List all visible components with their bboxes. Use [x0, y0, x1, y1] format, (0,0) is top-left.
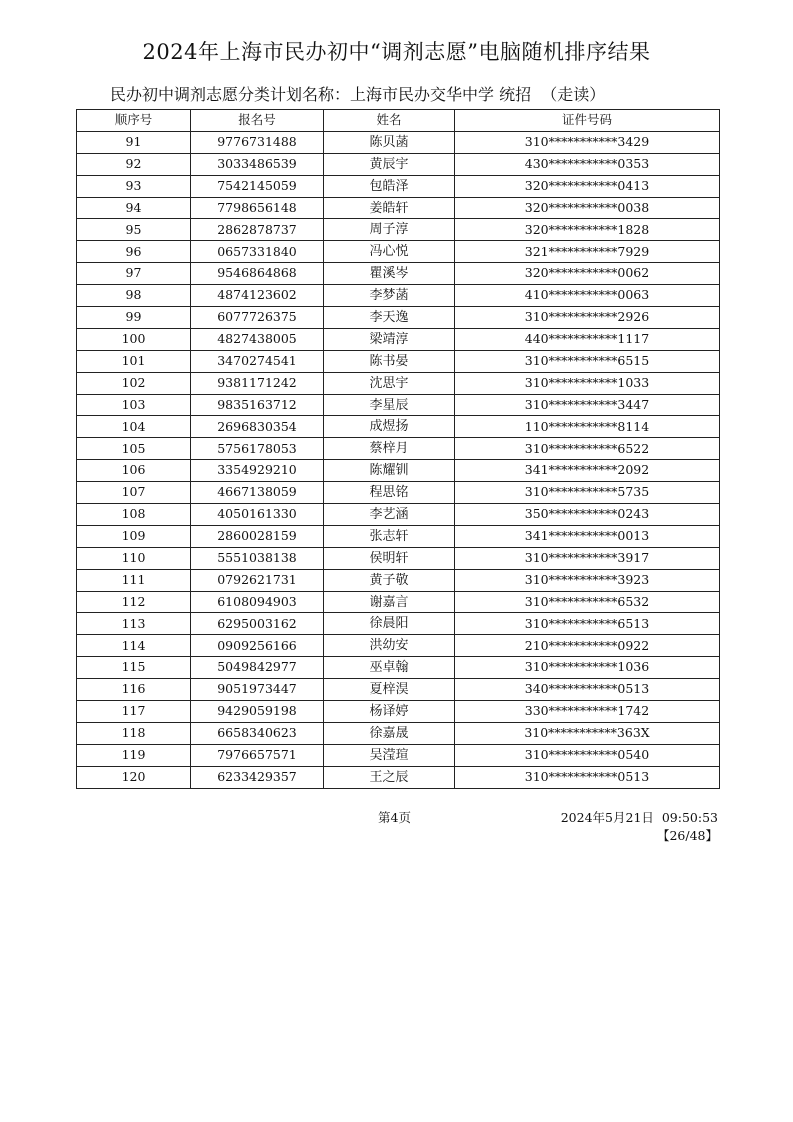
order-number-cell: 97: [77, 263, 191, 285]
header-order-number: 顺序号: [77, 110, 191, 132]
order-number-cell: 93: [77, 175, 191, 197]
table-row: [77, 328, 720, 350]
id-number-cell: 110***********8114: [455, 416, 720, 438]
table-row: [77, 504, 720, 526]
registration-number-cell: 2696830354: [191, 416, 324, 438]
order-number-cell: 107: [77, 482, 191, 504]
name-cell: 李艺涵: [324, 504, 455, 526]
registration-number-cell: 9429059198: [191, 701, 324, 723]
table-row: [77, 525, 720, 547]
name-cell: 陈耀钏: [324, 460, 455, 482]
order-number-cell: 113: [77, 613, 191, 635]
registration-number-cell: 5756178053: [191, 438, 324, 460]
registration-number-cell: 9546864868: [191, 263, 324, 285]
name-cell: 陈贝菡: [324, 131, 455, 153]
name-cell: 徐晨阳: [324, 613, 455, 635]
order-number-cell: 111: [77, 569, 191, 591]
registration-number-cell: 5551038138: [191, 547, 324, 569]
table-row: [77, 372, 720, 394]
order-number-cell: 114: [77, 635, 191, 657]
page-title: 2024年上海市民办初中“调剂志愿”电脑随机排序结果: [142, 40, 651, 64]
registration-number-cell: 6077726375: [191, 307, 324, 329]
table-row: [77, 219, 720, 241]
id-number-cell: 310***********3923: [455, 569, 720, 591]
order-number-cell: 117: [77, 701, 191, 723]
registration-number-cell: 7976657571: [191, 744, 324, 766]
registration-number-cell: 3033486539: [191, 153, 324, 175]
table-row: [77, 263, 720, 285]
name-cell: 黄辰宇: [324, 153, 455, 175]
table-row: [77, 416, 720, 438]
id-number-cell: 321***********7929: [455, 241, 720, 263]
id-number-cell: 440***********1117: [455, 328, 720, 350]
order-number-cell: 105: [77, 438, 191, 460]
registration-number-cell: 9051973447: [191, 679, 324, 701]
id-number-cell: 310***********3429: [455, 131, 720, 153]
table-row: [77, 350, 720, 372]
name-cell: 沈思宇: [324, 372, 455, 394]
name-cell: 包皓泽: [324, 175, 455, 197]
name-cell: 杨译婷: [324, 701, 455, 723]
id-number-cell: 350***********0243: [455, 504, 720, 526]
order-number-cell: 109: [77, 525, 191, 547]
id-number-cell: 310***********5735: [455, 482, 720, 504]
registration-number-cell: 4874123602: [191, 285, 324, 307]
table-row: [77, 197, 720, 219]
id-number-cell: 310***********0540: [455, 744, 720, 766]
table-row: [77, 285, 720, 307]
table-header-row: [77, 110, 720, 132]
table-row: [77, 569, 720, 591]
id-number-cell: 310***********6522: [455, 438, 720, 460]
order-number-cell: 91: [77, 131, 191, 153]
name-cell: 梁靖淳: [324, 328, 455, 350]
table-row: [77, 131, 720, 153]
header-name: 姓名: [324, 110, 455, 132]
name-cell: 程思铭: [324, 482, 455, 504]
id-number-cell: 341***********2092: [455, 460, 720, 482]
name-cell: 张志轩: [324, 525, 455, 547]
id-number-cell: 310***********3917: [455, 547, 720, 569]
generated-datetime: 2024年5月21日 09:50:53: [560, 810, 718, 825]
order-number-cell: 120: [77, 766, 191, 788]
order-number-cell: 103: [77, 394, 191, 416]
order-number-cell: 100: [77, 328, 191, 350]
registration-number-cell: 6658340623: [191, 722, 324, 744]
id-number-cell: 310***********6532: [455, 591, 720, 613]
order-number-cell: 102: [77, 372, 191, 394]
page-count: 【26/48】: [656, 828, 718, 843]
name-cell: 徐嘉晟: [324, 722, 455, 744]
registration-number-cell: 0657331840: [191, 241, 324, 263]
name-cell: 周子淳: [324, 219, 455, 241]
name-cell: 黄子敬: [324, 569, 455, 591]
id-number-cell: 310***********6515: [455, 350, 720, 372]
table-row: [77, 722, 720, 744]
registration-number-cell: 7542145059: [191, 175, 324, 197]
name-cell: 夏梓淏: [324, 679, 455, 701]
table-row: [77, 744, 720, 766]
registration-number-cell: 6108094903: [191, 591, 324, 613]
plan-name-subtitle: 民办初中调剂志愿分类计划名称：上海市民办交华中学 统招 （走读）: [110, 85, 606, 104]
name-cell: 成煜扬: [324, 416, 455, 438]
id-number-cell: 310***********1036: [455, 657, 720, 679]
id-number-cell: 310***********6513: [455, 613, 720, 635]
id-number-cell: 310***********0513: [455, 766, 720, 788]
registration-number-cell: 2860028159: [191, 525, 324, 547]
id-number-cell: 341***********0013: [455, 525, 720, 547]
id-number-cell: 310***********3447: [455, 394, 720, 416]
registration-number-cell: 9381171242: [191, 372, 324, 394]
name-cell: 蔡梓月: [324, 438, 455, 460]
order-number-cell: 110: [77, 547, 191, 569]
registration-number-cell: 6233429357: [191, 766, 324, 788]
id-number-cell: 320***********0062: [455, 263, 720, 285]
id-number-cell: 310***********363X: [455, 722, 720, 744]
id-number-cell: 320***********0413: [455, 175, 720, 197]
name-cell: 洪幼安: [324, 635, 455, 657]
name-cell: 陈书晏: [324, 350, 455, 372]
name-cell: 王之辰: [324, 766, 455, 788]
table-row: [77, 241, 720, 263]
table-row: [77, 766, 720, 788]
id-number-cell: 410***********0063: [455, 285, 720, 307]
id-number-cell: 330***********1742: [455, 701, 720, 723]
table-row: [77, 307, 720, 329]
order-number-cell: 98: [77, 285, 191, 307]
name-cell: 巫卓翰: [324, 657, 455, 679]
order-number-cell: 94: [77, 197, 191, 219]
order-number-cell: 95: [77, 219, 191, 241]
name-cell: 姜皓轩: [324, 197, 455, 219]
registration-number-cell: 7798656148: [191, 197, 324, 219]
id-number-cell: 310***********1033: [455, 372, 720, 394]
name-cell: 李梦菡: [324, 285, 455, 307]
table-row: [77, 153, 720, 175]
id-number-cell: 310***********2926: [455, 307, 720, 329]
order-number-cell: 92: [77, 153, 191, 175]
order-number-cell: 108: [77, 504, 191, 526]
registration-number-cell: 5049842977: [191, 657, 324, 679]
order-number-cell: 96: [77, 241, 191, 263]
registration-number-cell: 9835163712: [191, 394, 324, 416]
order-number-cell: 104: [77, 416, 191, 438]
registration-number-cell: 4050161330: [191, 504, 324, 526]
id-number-cell: 340***********0513: [455, 679, 720, 701]
registration-number-cell: 4827438005: [191, 328, 324, 350]
registration-number-cell: 4667138059: [191, 482, 324, 504]
registration-number-cell: 0909256166: [191, 635, 324, 657]
order-number-cell: 101: [77, 350, 191, 372]
id-number-cell: 320***********0038: [455, 197, 720, 219]
name-cell: 侯明轩: [324, 547, 455, 569]
table-row: [77, 482, 720, 504]
name-cell: 李星辰: [324, 394, 455, 416]
registration-number-cell: 6295003162: [191, 613, 324, 635]
order-number-cell: 112: [77, 591, 191, 613]
header-id-number: 证件号码: [455, 110, 720, 132]
order-number-cell: 116: [77, 679, 191, 701]
registration-number-cell: 0792621731: [191, 569, 324, 591]
registration-number-cell: 2862878737: [191, 219, 324, 241]
name-cell: 冯心悦: [324, 241, 455, 263]
name-cell: 吴滢瑄: [324, 744, 455, 766]
order-number-cell: 119: [77, 744, 191, 766]
results-table: [76, 109, 720, 789]
header-registration-number: 报名号: [191, 110, 324, 132]
page-number: 第4页: [378, 810, 411, 825]
table-row: [77, 460, 720, 482]
table-row: [77, 679, 720, 701]
table-row: [77, 613, 720, 635]
table-body: [77, 131, 720, 788]
table-row: [77, 547, 720, 569]
registration-number-cell: 3470274541: [191, 350, 324, 372]
registration-number-cell: 3354929210: [191, 460, 324, 482]
table-row: [77, 438, 720, 460]
id-number-cell: 320***********1828: [455, 219, 720, 241]
table-row: [77, 635, 720, 657]
id-number-cell: 430***********0353: [455, 153, 720, 175]
order-number-cell: 118: [77, 722, 191, 744]
order-number-cell: 115: [77, 657, 191, 679]
name-cell: 李天逸: [324, 307, 455, 329]
id-number-cell: 210***********0922: [455, 635, 720, 657]
order-number-cell: 106: [77, 460, 191, 482]
table-row: [77, 175, 720, 197]
name-cell: 瞿溪岑: [324, 263, 455, 285]
registration-number-cell: 9776731488: [191, 131, 324, 153]
table-row: [77, 394, 720, 416]
name-cell: 谢嘉言: [324, 591, 455, 613]
table-row: [77, 591, 720, 613]
table-row: [77, 657, 720, 679]
table-row: [77, 701, 720, 723]
order-number-cell: 99: [77, 307, 191, 329]
